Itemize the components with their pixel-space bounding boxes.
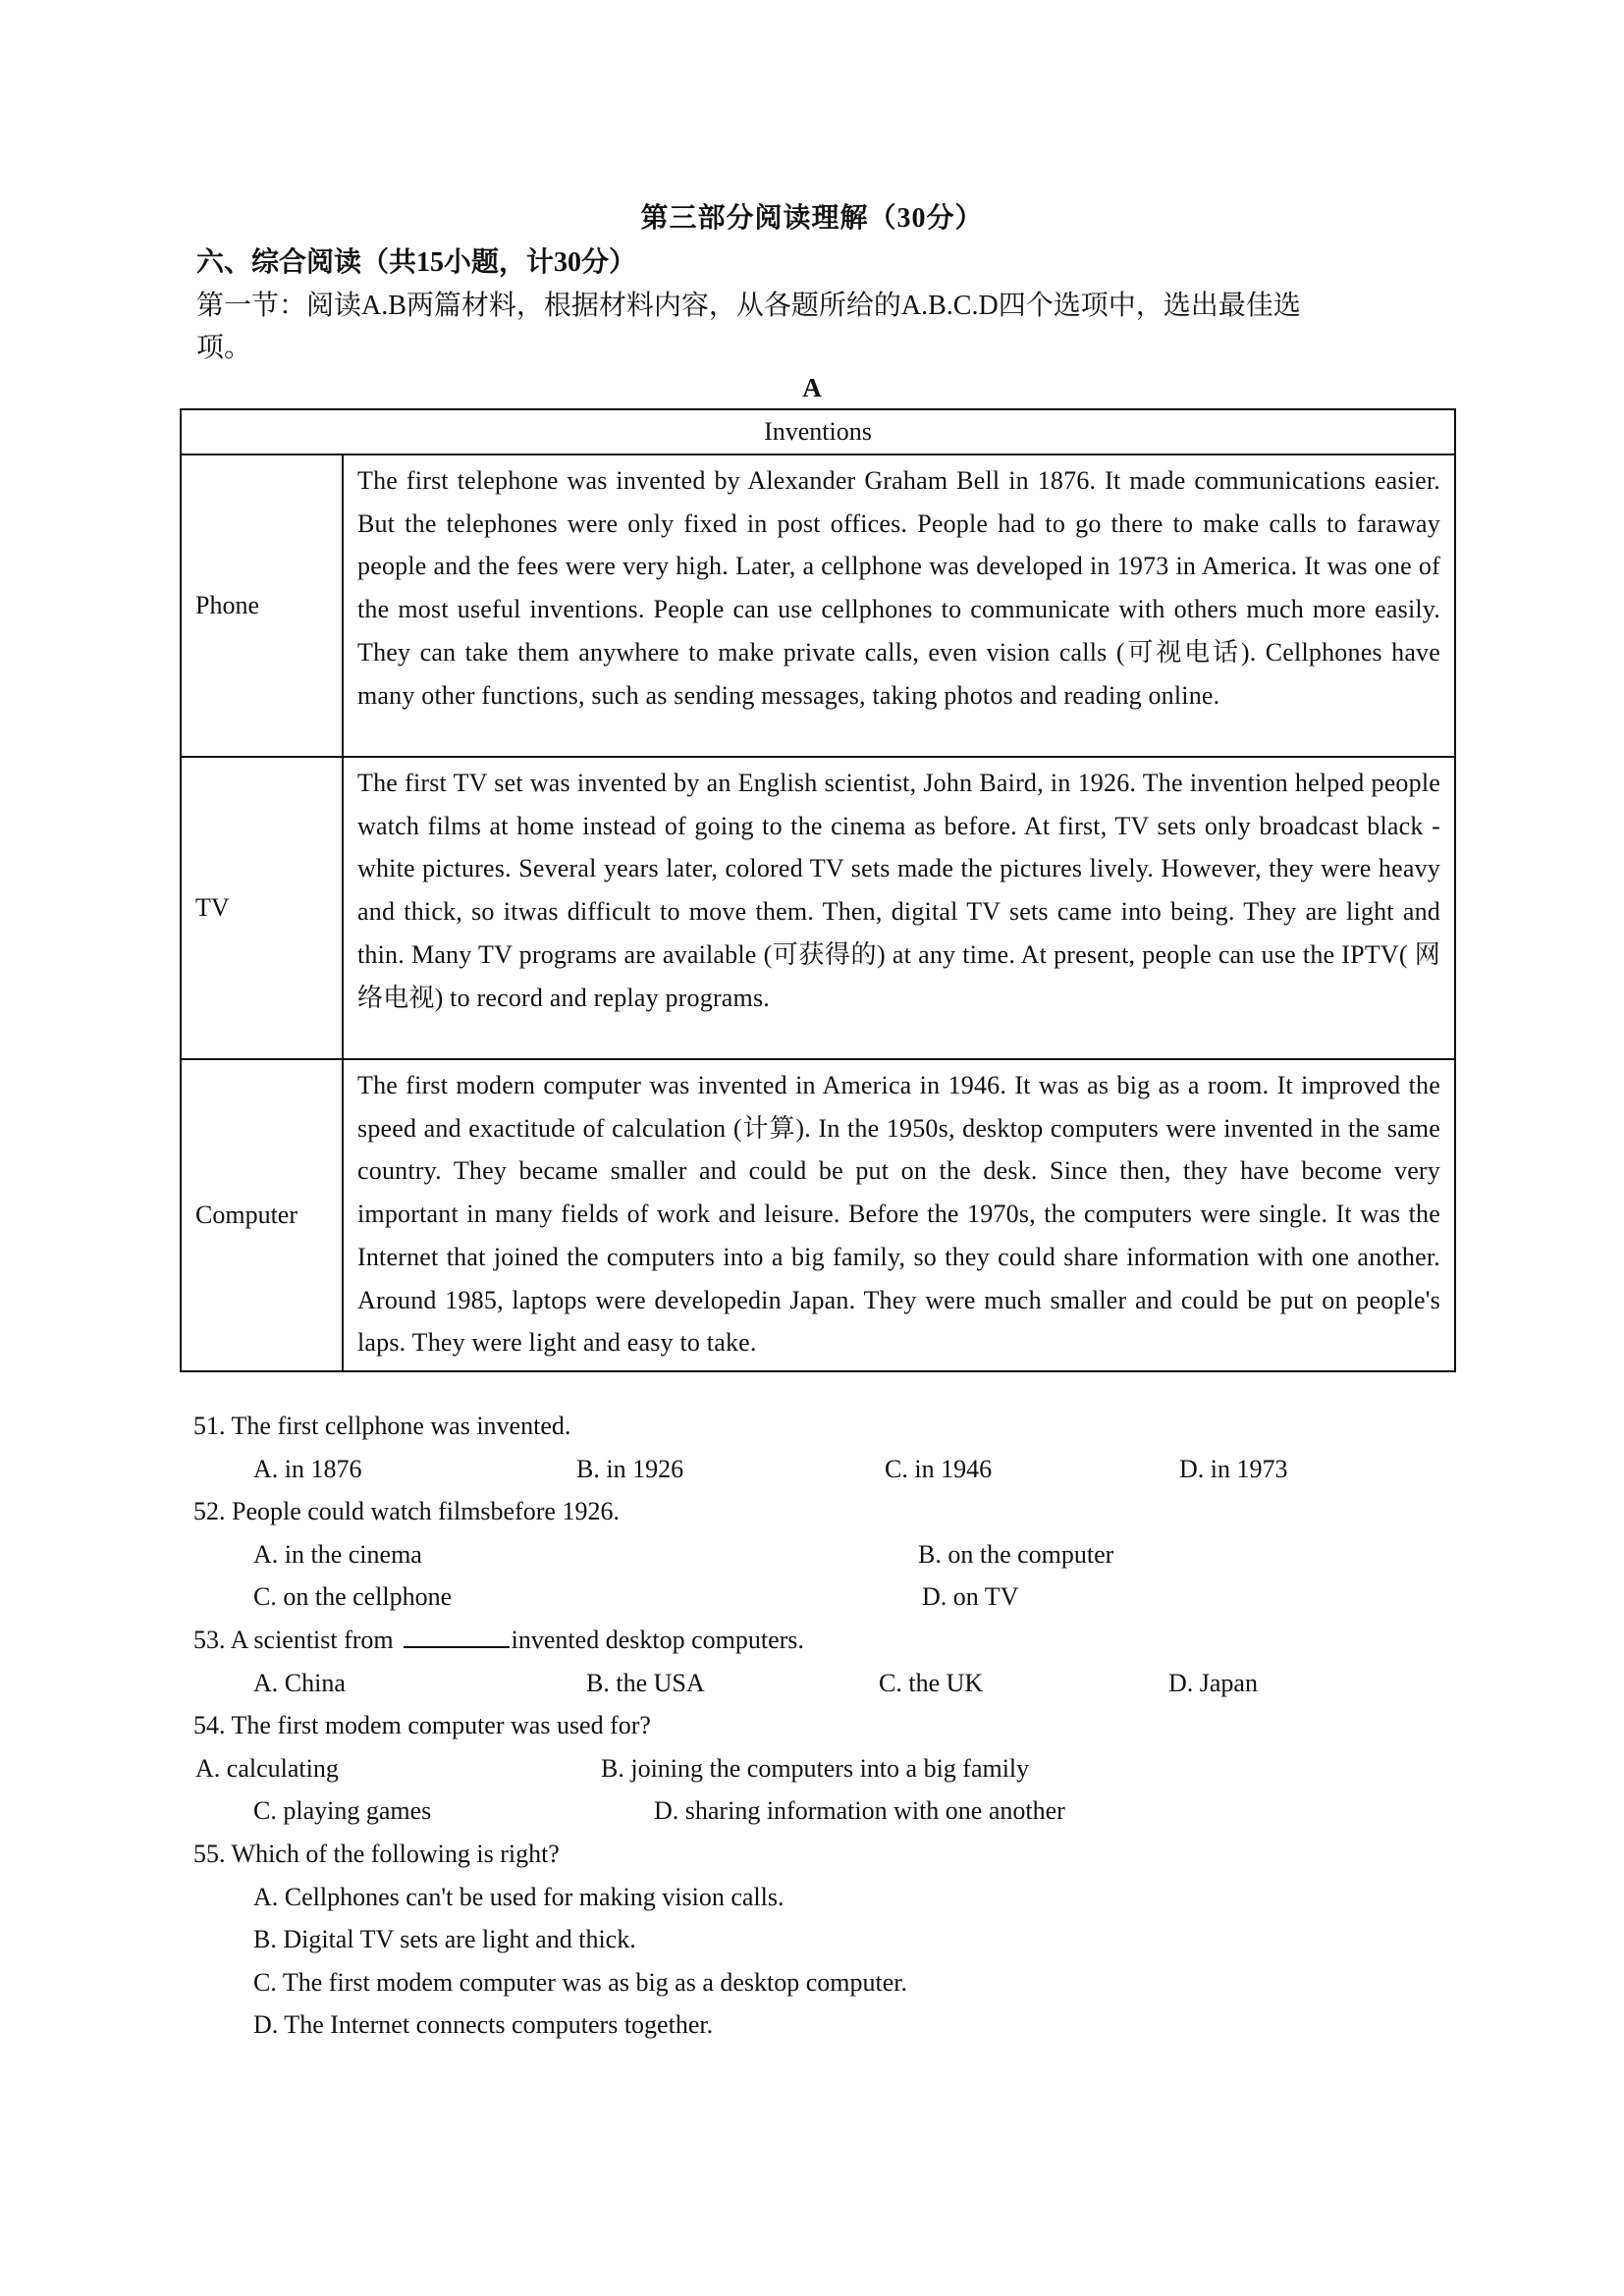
section-heading: 六、综合阅读（共15小题，计30分） [196, 247, 637, 278]
row-label-tv: TV [181, 757, 343, 1059]
option-d[interactable]: D. sharing information with one another [654, 1796, 1065, 1826]
option-b[interactable]: B. on the computer [918, 1539, 1114, 1569]
question-54-options-row1 [193, 1747, 1372, 1790]
instruction-text: 第一节：阅读A.B两篇材料，根据材料内容，从各题所给的A.B.C.D四个选项中，选出最佳选项。 [196, 291, 1301, 363]
option-c[interactable]: C. in 1946 [885, 1454, 993, 1483]
question-54-stem [193, 1704, 1372, 1747]
question-55-option-c [193, 1961, 1372, 2004]
option-d[interactable]: D. Japan [1168, 1668, 1258, 1697]
question-stem: 51. The first cellphone was invented. [193, 1412, 571, 1440]
option-c[interactable]: C. on the cellphone [253, 1582, 453, 1612]
passage-letter: A [802, 373, 822, 402]
row-label-phone: Phone [181, 454, 343, 757]
table-header-row [181, 409, 1455, 454]
option-a[interactable]: A. in the cinema [253, 1539, 422, 1569]
question-54-options-row2 [193, 1789, 1372, 1833]
option-b[interactable]: B. the USA [586, 1668, 705, 1697]
option-d[interactable]: D. The Internet connects computers together. [253, 2010, 714, 2040]
table-row-tv [181, 757, 1455, 1059]
answer-blank [404, 1625, 510, 1648]
option-c[interactable]: C. the UK [879, 1668, 984, 1697]
row-text-computer: The first modern computer was invented in America in 1946. It was as big as a room. It improved the speed and exactitude of calculation (计算). In the 1950s, desktop computers were invented in the same country. They became smaller and could be put on the desk. Since then, they have become very important in many fields of work and leisure. Before the 1970s, the computers were single. It was the Internet that joined the computers into a big family, so they could share information with one another. Around 1985, laptops were developedin Japan. They were much smaller and could be put on people's laps. They were light and easy to take. [343, 1059, 1455, 1371]
option-a[interactable]: A. in 1876 [253, 1454, 362, 1483]
question-stem: 52. People could watch filmsbefore 1926. [193, 1497, 620, 1526]
question-53-stem [193, 1619, 1372, 1662]
table-row-computer [181, 1059, 1455, 1371]
question-stem-before: 53. A scientist from [193, 1625, 394, 1654]
question-55-option-a [193, 1876, 1372, 1919]
table-row-phone [181, 454, 1455, 757]
row-label-computer: Computer [181, 1059, 343, 1371]
question-52-stem [193, 1490, 1372, 1533]
page-title: 第三部分阅读理解（30分） [640, 203, 984, 234]
option-b[interactable]: B. in 1926 [576, 1454, 684, 1483]
row-text-tv: The first TV set was invented by an English scientist, John Baird, in 1926. The invention helped people watch films at home instead of going to the cinema as before. At first, TV sets only broadcast black - white pictures. Several years later, colored TV sets made the pictures lively. However, they were heavy and thick, so itwas difficult to move them. Then, digital TV sets came into being. They are light and thin. Many TV programs are available (可获得的) at any time. At present, people can use the IPTV( 网络电视) to record and replay programs. [343, 757, 1455, 1059]
row-text-phone: The first telephone was invented by Alexander Graham Bell in 1876. It made communications easier. But the telephones were only fixed in post offices. People had to go there to make calls to faraway people and the fees were very high. Later, a cellphone was developed in 1973 in America. It was one of the most useful inventions. People can use cellphones to communicate with others much more easily. They can take them anywhere to make private calls, even vision calls (可视电话). Cellphones have many other functions, such as sending messages, taking photos and reading online. [343, 454, 1455, 757]
inventions-table [180, 408, 1456, 1372]
question-55-stem [193, 1833, 1372, 1876]
option-d[interactable]: D. on TV [922, 1582, 1019, 1612]
question-stem: 54. The first modem computer was used for? [193, 1711, 651, 1740]
question-55-option-b [193, 1918, 1372, 1961]
question-51-stem [193, 1405, 1372, 1448]
option-a[interactable]: A. China [253, 1668, 346, 1697]
option-a[interactable]: A. Cellphones can't be used for making vision calls. [253, 1882, 785, 1911]
question-55-option-d [193, 2003, 1372, 2047]
question-stem: 55. Which of the following is right? [193, 1839, 560, 1868]
table-title: Inventions [181, 409, 1455, 454]
question-52-options-row1 [193, 1533, 1372, 1576]
option-b[interactable]: B. joining the computers into a big family [601, 1753, 1030, 1783]
questions-block [193, 1405, 1372, 2047]
option-c[interactable]: C. The first modem computer was as big as a desktop computer. [253, 1967, 907, 1997]
question-52-options-row2 [193, 1575, 1372, 1619]
option-c[interactable]: C. playing games [253, 1796, 432, 1826]
question-51-options [193, 1448, 1372, 1491]
question-stem-after: invented desktop computers. [511, 1625, 804, 1654]
option-b[interactable]: B. Digital TV sets are light and thick. [253, 1925, 636, 1954]
option-a[interactable]: A. calculating [195, 1753, 339, 1783]
option-d[interactable]: D. in 1973 [1179, 1454, 1288, 1483]
question-53-options [193, 1662, 1372, 1705]
